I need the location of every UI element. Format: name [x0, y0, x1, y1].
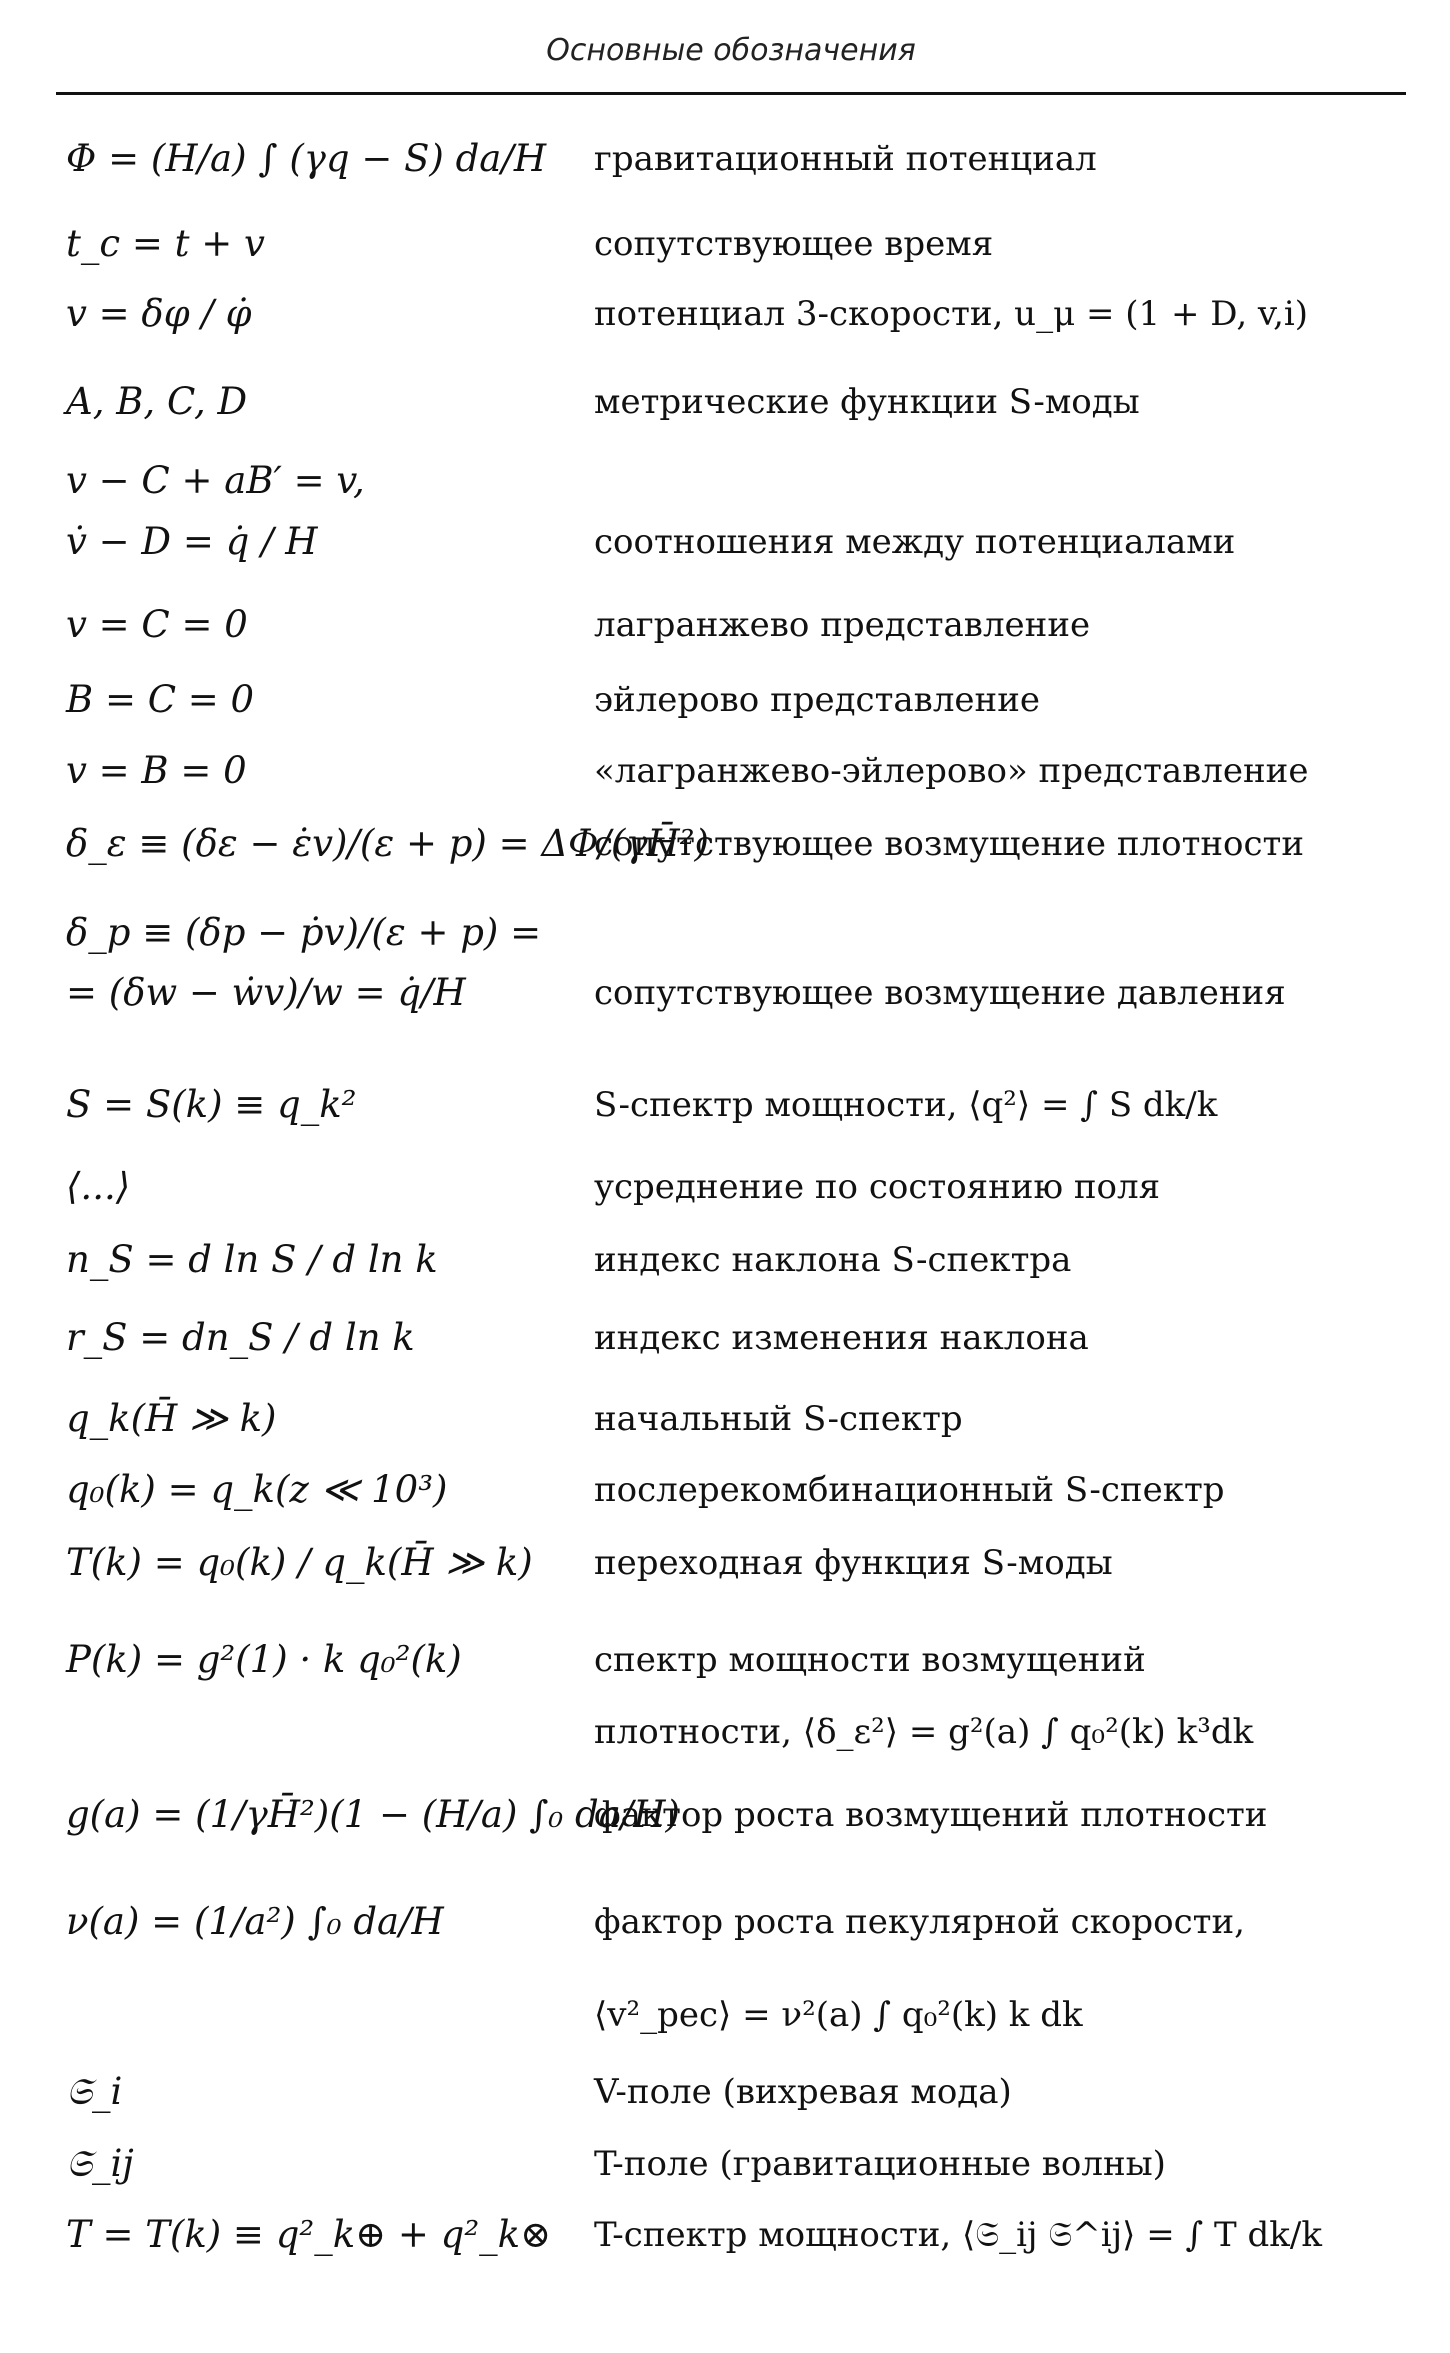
formula: v = δφ / φ̇ — [66, 292, 252, 335]
formula: T(k) = q₀(k) / q_k(H̄ ≫ k) — [66, 1541, 533, 1584]
description: фактор роста возмущений плотности — [594, 1795, 1268, 1835]
description: усреднение по состоянию поля — [594, 1167, 1161, 1207]
description: лагранжево представление — [594, 605, 1091, 645]
description: потенциал 3-скорости, u_μ = (1 + D, v,i) — [594, 294, 1309, 334]
description: соотношения между потенциалами — [594, 522, 1236, 562]
page-header: Основные обозначения — [546, 33, 916, 68]
description: сопутствующее возмущение плотности — [594, 824, 1305, 864]
formula: ν(a) = (1/a²) ∫₀ da/H — [66, 1900, 444, 1943]
formula: v = C = 0 — [66, 603, 248, 646]
description: эйлерово представление — [594, 680, 1040, 720]
formula: P(k) = g²(1) · k q₀²(k) — [66, 1638, 462, 1681]
formula: q₀(k) = q_k(z ≪ 10³) — [66, 1468, 448, 1511]
description: плотности, ⟨δ_ε²⟩ = g²(a) ∫ q₀²(k) k³dk — [594, 1712, 1254, 1752]
formula: v − C + aB′ = v, — [66, 459, 365, 502]
description: «лагранжево-эйлерово» представление — [594, 751, 1309, 791]
description: сопутствующее время — [594, 224, 994, 264]
description: фактор роста пекулярной скорости, — [594, 1902, 1245, 1942]
description: метрические функции S-моды — [594, 382, 1140, 422]
formula: r_S = dn_S / d ln k — [66, 1316, 415, 1359]
description: начальный S-спектр — [594, 1399, 963, 1439]
description: спектр мощности возмущений — [594, 1640, 1146, 1680]
description: S-спектр мощности, ⟨q²⟩ = ∫ S dk/k — [594, 1085, 1218, 1125]
formula: v̇ − D = q̇ / H — [66, 520, 318, 563]
description: индекс наклона S-спектра — [594, 1240, 1072, 1280]
description: гравитационный потенциал — [594, 139, 1097, 179]
description: сопутствующее возмущение давления — [594, 973, 1286, 1013]
description: T-спектр мощности, ⟨𝔖_ij 𝔖^ij⟩ = ∫ T dk/k — [594, 2215, 1322, 2255]
formula: δ_p ≡ (δp − ṗv)/(ε + p) = — [66, 911, 542, 954]
formula: S = S(k) ≡ q_k² — [66, 1083, 357, 1126]
description: переходная функция S-моды — [594, 1543, 1113, 1583]
formula: A, B, C, D — [66, 380, 248, 423]
description: V-поле (вихревая мода) — [594, 2072, 1012, 2112]
formula: 𝔖_i — [66, 2070, 123, 2113]
description: ⟨v²_pec⟩ = ν²(a) ∫ q₀²(k) k dk — [594, 1995, 1083, 2035]
formula: 𝔖_ij — [66, 2142, 134, 2185]
description: послерекомбинационный S-спектр — [594, 1470, 1225, 1510]
description: T-поле (гравитационные волны) — [594, 2144, 1166, 2184]
formula: ⟨...⟩ — [66, 1165, 131, 1208]
formula: = (δw − ẇv)/w = q̇/H — [66, 971, 466, 1014]
formula: q_k(H̄ ≫ k) — [66, 1397, 277, 1440]
formula: v = B = 0 — [66, 749, 247, 792]
formula: t_c = t + v — [66, 222, 265, 265]
formula: δ_ε ≡ (δε − ε̇v)/(ε + p) = ΔΦ/(γH̄²) — [66, 822, 709, 865]
formula: g(a) = (1/γH̄²)(1 − (H/a) ∫₀ da/H) — [66, 1793, 680, 1836]
formula: Φ = (H/a) ∫ (γq − S) da/H — [66, 137, 547, 180]
formula: B = C = 0 — [66, 678, 255, 721]
header-rule — [56, 92, 1406, 95]
formula: T = T(k) ≡ q²_k⊕ + q²_k⊗ — [66, 2213, 552, 2256]
description: индекс изменения наклона — [594, 1318, 1089, 1358]
formula: n_S = d ln S / d ln k — [66, 1238, 438, 1281]
